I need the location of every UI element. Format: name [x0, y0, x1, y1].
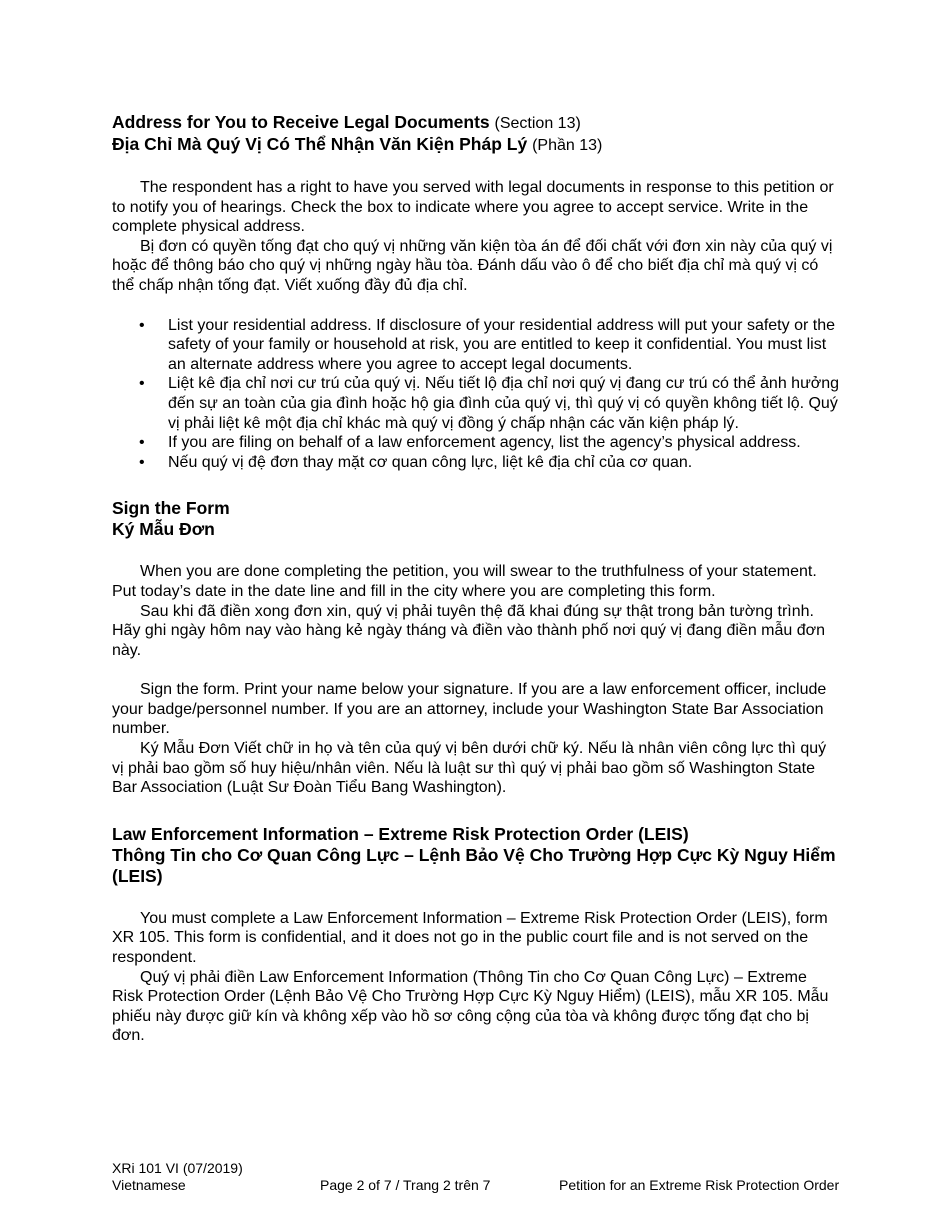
address-heading-vi: Địa Chỉ Mà Quý Vị Có Thể Nhận Văn Kiện Pháp Lý (Phần 13)	[112, 134, 603, 154]
leis-paragraph-en: You must complete a Law Enforcement Information – Extreme Risk Protection Order (LEIS), form XR 105. This form is confidential, and it does not go in the public court file and is not served on the respondent.	[112, 909, 828, 967]
sign-paragraph-2-en: Sign the form. Print your name below your signature. If you are a law enforcement officer, include your badge/personnel number. If you are an attorney, include your Washington State Bar Association number.	[112, 681, 827, 738]
list-item: • Nếu quý vị đệ đơn thay mặt cơ quan công lực, liệt kê địa chỉ của cơ quan.	[139, 453, 693, 471]
sign-paragraph-2-vi: Ký Mẫu Đơn Viết chữ in họ và tên của quý vị bên dưới chữ ký. Nếu là nhân viên công lực thì quý vị phải bao gồm số huy hiệu/nhân viên. Nếu là luật sư thì quý vị phải bao gồm số Washington State Bar Association (Luật Sư Đoàn Tiểu Bang Washington).	[112, 740, 827, 797]
bullet-icon: •	[139, 375, 145, 393]
address-section-number-vi: (Phần 13)	[532, 137, 603, 154]
footer-form-id: XRi 101 VI (07/2019)	[112, 1160, 243, 1176]
leis-heading-en: Law Enforcement Information – Extreme Risk Protection Order (LEIS)	[112, 823, 689, 844]
list-item: • List your residential address. If disclosure of your residential address will put your safety or the safety of your family or household at risk, you are entitled to keep it confidential. You must list an alternate address where you agree to accept legal documents.	[139, 316, 835, 373]
address-section-number-en: (Section 13)	[494, 115, 581, 132]
address-bullet-list	[112, 316, 842, 473]
footer-form-title: Petition for an Extreme Risk Protection Order	[559, 1177, 840, 1193]
sign-paragraph-1-vi: Sau khi đã điền xong đơn xin, quý vị phải tuyên thệ đã khai đúng sự thật trong bản tường trình. Hãy ghi ngày hôm nay vào hàng kẻ ngày tháng và điền vào thành phố nơi quý vị đang điền mẫu đơn này.	[112, 602, 826, 659]
list-item: • Liệt kê địa chỉ nơi cư trú của quý vị. Nếu tiết lộ địa chỉ nơi quý vị đang cư trú có thể ảnh hưởng đến sự an toàn của gia đình hoặc hộ gia đình của quý vị, thì quý vị có quyền không tiết lộ. Quý vị phải liệt kê một địa chỉ khác mà quý vị đồng ý chấp nhận các văn kiện pháp lý.	[139, 375, 840, 432]
sign-heading-en: Sign the Form	[112, 498, 230, 519]
leis-paragraph-vi: Quý vị phải điền Law Enforcement Information (Thông Tin cho Cơ Quan Công Lực) – Extreme Risk Protection Order (Lệnh Bảo Vệ Cho Trường Hợp Cực Kỳ Nguy Hiểm) (LEIS), mẫu XR 105. Mẫu phiếu này được giữ kín và không xếp vào hồ sơ công cộng của tòa và không được tống đạt cho bị đơn.	[112, 968, 829, 1045]
bullet-icon: •	[139, 316, 145, 334]
bullet-icon: •	[139, 453, 145, 471]
footer-page-number: Page 2 of 7 / Trang 2 trên 7	[320, 1177, 491, 1193]
address-heading-en: Address for You to Receive Legal Documents (Section 13)	[112, 112, 581, 132]
document-page	[112, 112, 842, 1046]
leis-section	[112, 824, 842, 1046]
sign-heading-vi: Ký Mẫu Đơn	[112, 519, 215, 540]
bullet-icon: •	[139, 434, 145, 452]
sign-section	[112, 498, 842, 798]
address-paragraph-en: The respondent has a right to have you served with legal documents in response to this petition or to notify you of hearings. Check the box to indicate where you agree to accept service. Write in the complete physical address.	[112, 179, 834, 236]
sign-paragraph-1-en: When you are done completing the petition, you will swear to the truthfulness of your statement. Put today’s date in the date line and fill in the city where you are completing this form.	[112, 563, 817, 600]
address-paragraph-vi: Bị đơn có quyền tống đạt cho quý vị những văn kiện tòa án để đối chất với đơn xin này của quý vị hoặc để thông báo cho quý vị những ngày hầu tòa. Đánh dấu vào ô để cho biết địa chỉ mà quý vị có thể chấp nhận tống đạt. Viết xuống đầy đủ địa chỉ.	[112, 237, 833, 294]
address-section	[112, 112, 842, 472]
list-item: • If you are filing on behalf of a law enforcement agency, list the agency’s physical address.	[139, 434, 801, 452]
footer-language: Vietnamese	[112, 1177, 186, 1193]
leis-heading-vi: Thông Tin cho Cơ Quan Công Lực – Lệnh Bảo Vệ Cho Trường Hợp Cực Kỳ Nguy Hiểm (LEIS)	[112, 844, 836, 886]
